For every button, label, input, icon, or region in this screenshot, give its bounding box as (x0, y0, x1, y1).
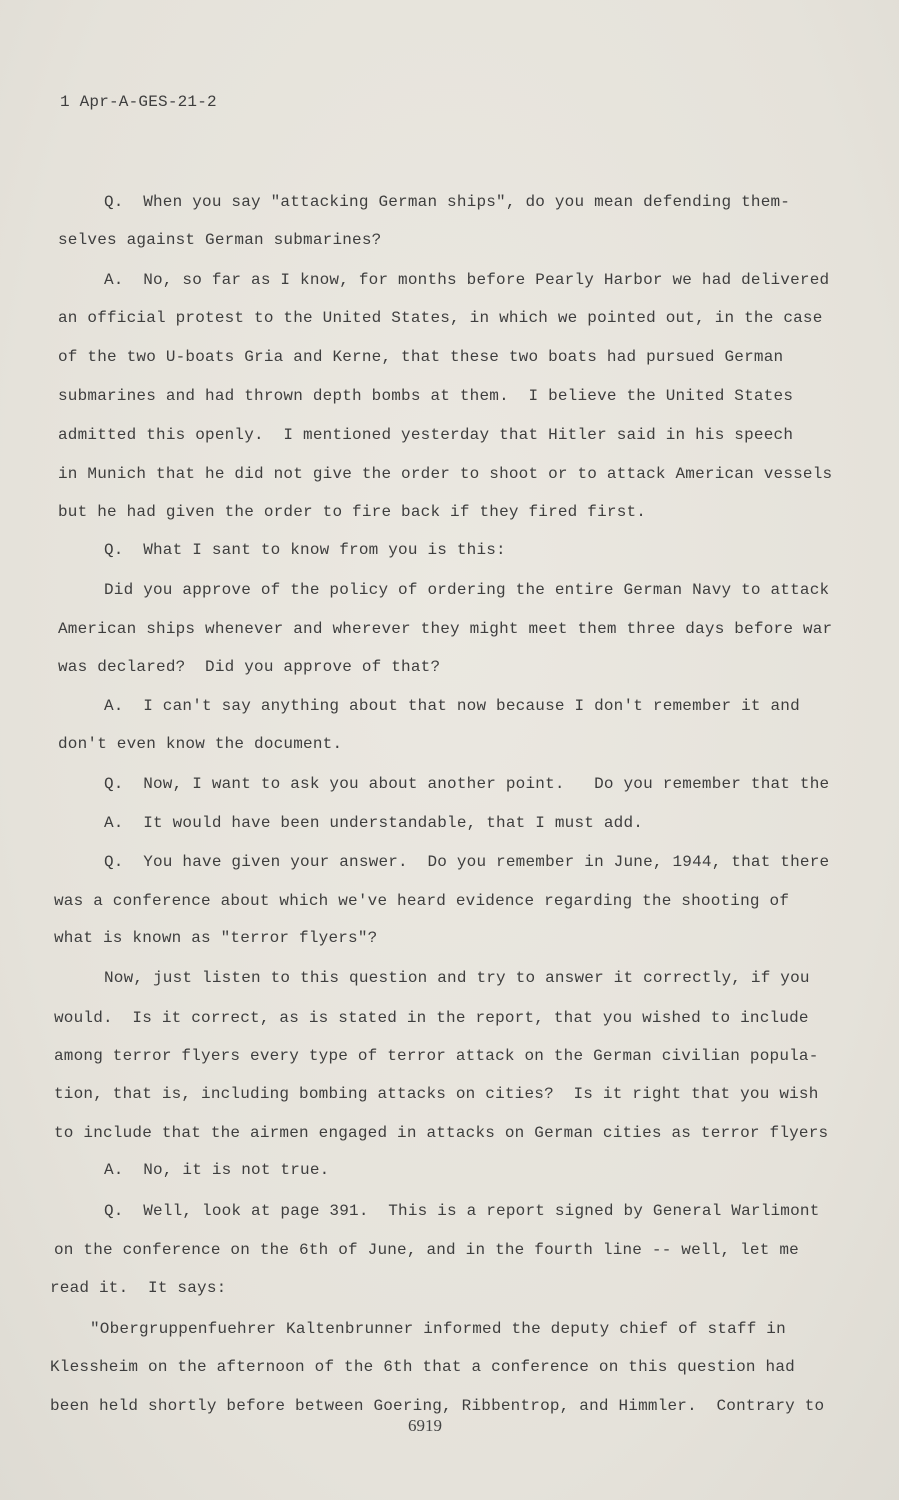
transcript-line: among terror flyers every type of terror attack on the German civilian popula- (54, 1047, 819, 1065)
transcript-line: was declared? Did you approve of that? (58, 658, 441, 676)
transcript-line: but he had given the order to fire back if they fired first. (58, 503, 647, 521)
transcript-line: was a conference about which we've heard evidence regarding the shooting of (54, 892, 790, 910)
transcript-line: A. I can't say anything about that now because I don't remember it and (104, 697, 800, 715)
transcript-line: A. No, so far as I know, for months before Pearly Harbor we had delivered (104, 271, 830, 289)
transcript-line: admitted this openly. I mentioned yesterday that Hitler said in his speech (58, 426, 794, 444)
transcript-line: Q. What I sant to know from you is this: (104, 541, 506, 559)
transcript-line: Klessheim on the afternoon of the 6th that a conference on this question had (50, 1358, 795, 1376)
transcript-line: what is known as "terror flyers"? (54, 929, 378, 947)
transcript-line: in Munich that he did not give the order to shoot or to attack American vessels (58, 465, 833, 483)
transcript-line: of the two U-boats Gria and Kerne, that these two boats had pursued German (58, 348, 784, 366)
transcript-line: been held shortly before between Goering, Ribbentrop, and Himmler. Contrary to (50, 1397, 825, 1415)
page-number: 6919 (408, 1416, 442, 1435)
transcript-line: Now, just listen to this question and try to answer it correctly, if you (104, 969, 810, 987)
transcript-line: read it. It says: (50, 1279, 227, 1297)
transcript-line: American ships whenever and wherever they might meet them three days before war (58, 620, 833, 638)
transcript-line: Q. Well, look at page 391. This is a report signed by General Warlimont (104, 1202, 820, 1220)
document-header: 1 Apr-A-GES-21-2 (60, 93, 217, 111)
transcript-line: Q. You have given your answer. Do you remember in June, 1944, that there (104, 853, 830, 871)
transcript-line: submarines and had thrown depth bombs at them. I believe the United States (58, 387, 794, 405)
transcript-line: on the conference on the 6th of June, and in the fourth line -- well, let me (54, 1241, 799, 1259)
transcript-line: selves against German submarines? (58, 231, 382, 249)
transcript-line: tion, that is, including bombing attacks on cities? Is it right that you wish (54, 1085, 819, 1103)
transcript-line: Q. Now, I want to ask you about another point. Do you remember that the (104, 775, 830, 793)
transcript-line: would. Is it correct, as is stated in the report, that you wished to include (54, 1009, 809, 1027)
transcript-line: A. No, it is not true. (104, 1161, 330, 1179)
transcript-line: "Obergruppenfuehrer Kaltenbrunner informed the deputy chief of staff in (90, 1320, 786, 1338)
transcript-line: to include that the airmen engaged in attacks on German cities as terror flyers (54, 1124, 829, 1142)
transcript-line: Q. When you say "attacking German ships", do you mean defending them- (104, 193, 791, 211)
transcript-line: Did you approve of the policy of ordering the entire German Navy to attack (104, 581, 830, 599)
transcript-line: A. It would have been understandable, that I must add. (104, 814, 644, 832)
transcript-line: don't even know the document. (58, 735, 343, 753)
transcript-line: an official protest to the United States, in which we pointed out, in the case (58, 309, 823, 327)
